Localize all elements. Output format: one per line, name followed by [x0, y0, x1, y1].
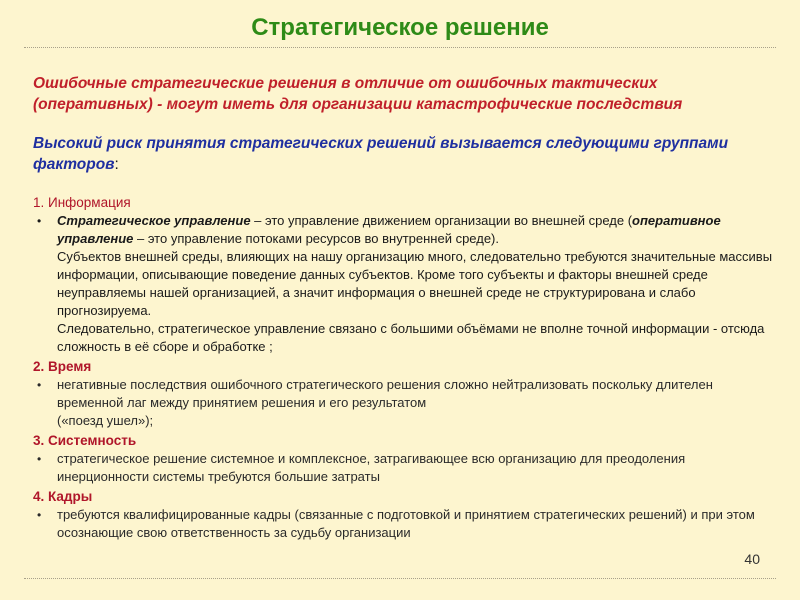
strategic-definition-text: – это управление движением организации во внешней среде ( — [250, 213, 633, 228]
section-time-item — [33, 376, 778, 430]
section-staff-heading: 4. Кадры — [33, 489, 93, 504]
bottom-divider — [24, 578, 776, 579]
external-subjects-paragraph: Субъектов внешней среды, влияющих на нашу организацию много, следовательно требуются значительные массивы информации, описывающие поведение данных субъектов. Кроме того субъекты и факторы внешней среде неуправляемы нашей организацией, а значит информация о внешней среде не структурирована и слабо прогнозируема. — [57, 249, 773, 318]
bullet-marker: • — [37, 214, 42, 228]
risk-statement-colon: : — [114, 156, 119, 173]
system-text: стратегическое решение системное и комплексное, затрагивающее всю организацию для преодоления инерционности системы требуются большие затраты — [57, 451, 686, 484]
bullet-marker: • — [37, 508, 42, 522]
section-information-item — [33, 212, 778, 356]
section-system-item — [33, 450, 778, 486]
factors-list — [33, 194, 778, 542]
bullet-marker: • — [37, 452, 42, 466]
bullet-marker: • — [37, 378, 42, 392]
section-information-heading: 1. Информация — [33, 195, 131, 210]
operational-definition-text: – это управление потоками ресурсов во внутренней среде). — [133, 231, 499, 246]
staff-text: требуются квалифицированные кадры (связанные с подготовкой и принятием стратегических решений) и при этом осознающие свою ответственность за судьбу организации — [57, 507, 755, 540]
risk-statement-text: Высокий риск принятия стратегических решений вызывается следующими группами факторов — [33, 135, 729, 173]
section-time-heading: 2. Время — [33, 359, 92, 374]
strategic-definition — [57, 212, 778, 248]
section-staff-item — [33, 506, 778, 542]
term-operational-management: оперативное управление — [57, 213, 721, 246]
time-text-quote: («поезд ушел»); — [57, 413, 154, 428]
top-divider — [24, 47, 776, 48]
page-number: 40 — [744, 551, 760, 567]
section-system-heading: 3. Системность — [33, 433, 137, 448]
time-text: негативные последствия ошибочного стратегического решения сложно нейтрализовать поскольку длителен временной лаг между принятием решения и его результатом — [57, 377, 713, 410]
term-strategic-management: Стратегическое управление — [57, 213, 251, 228]
information-conclusion-paragraph: Следовательно, стратегическое управление связано с большими объёмами не вполне точной информации ‑ отсюда сложность в её сборе и обработке ; — [57, 321, 765, 354]
lead-statement: Ошибочные стратегические решения в отличие от ошибочных тактических (оперативных) ‑ могут иметь для организации катастрофические последствия — [33, 75, 683, 113]
risk-statement — [33, 133, 778, 175]
slide-title: Стратегическое решение — [251, 14, 549, 41]
